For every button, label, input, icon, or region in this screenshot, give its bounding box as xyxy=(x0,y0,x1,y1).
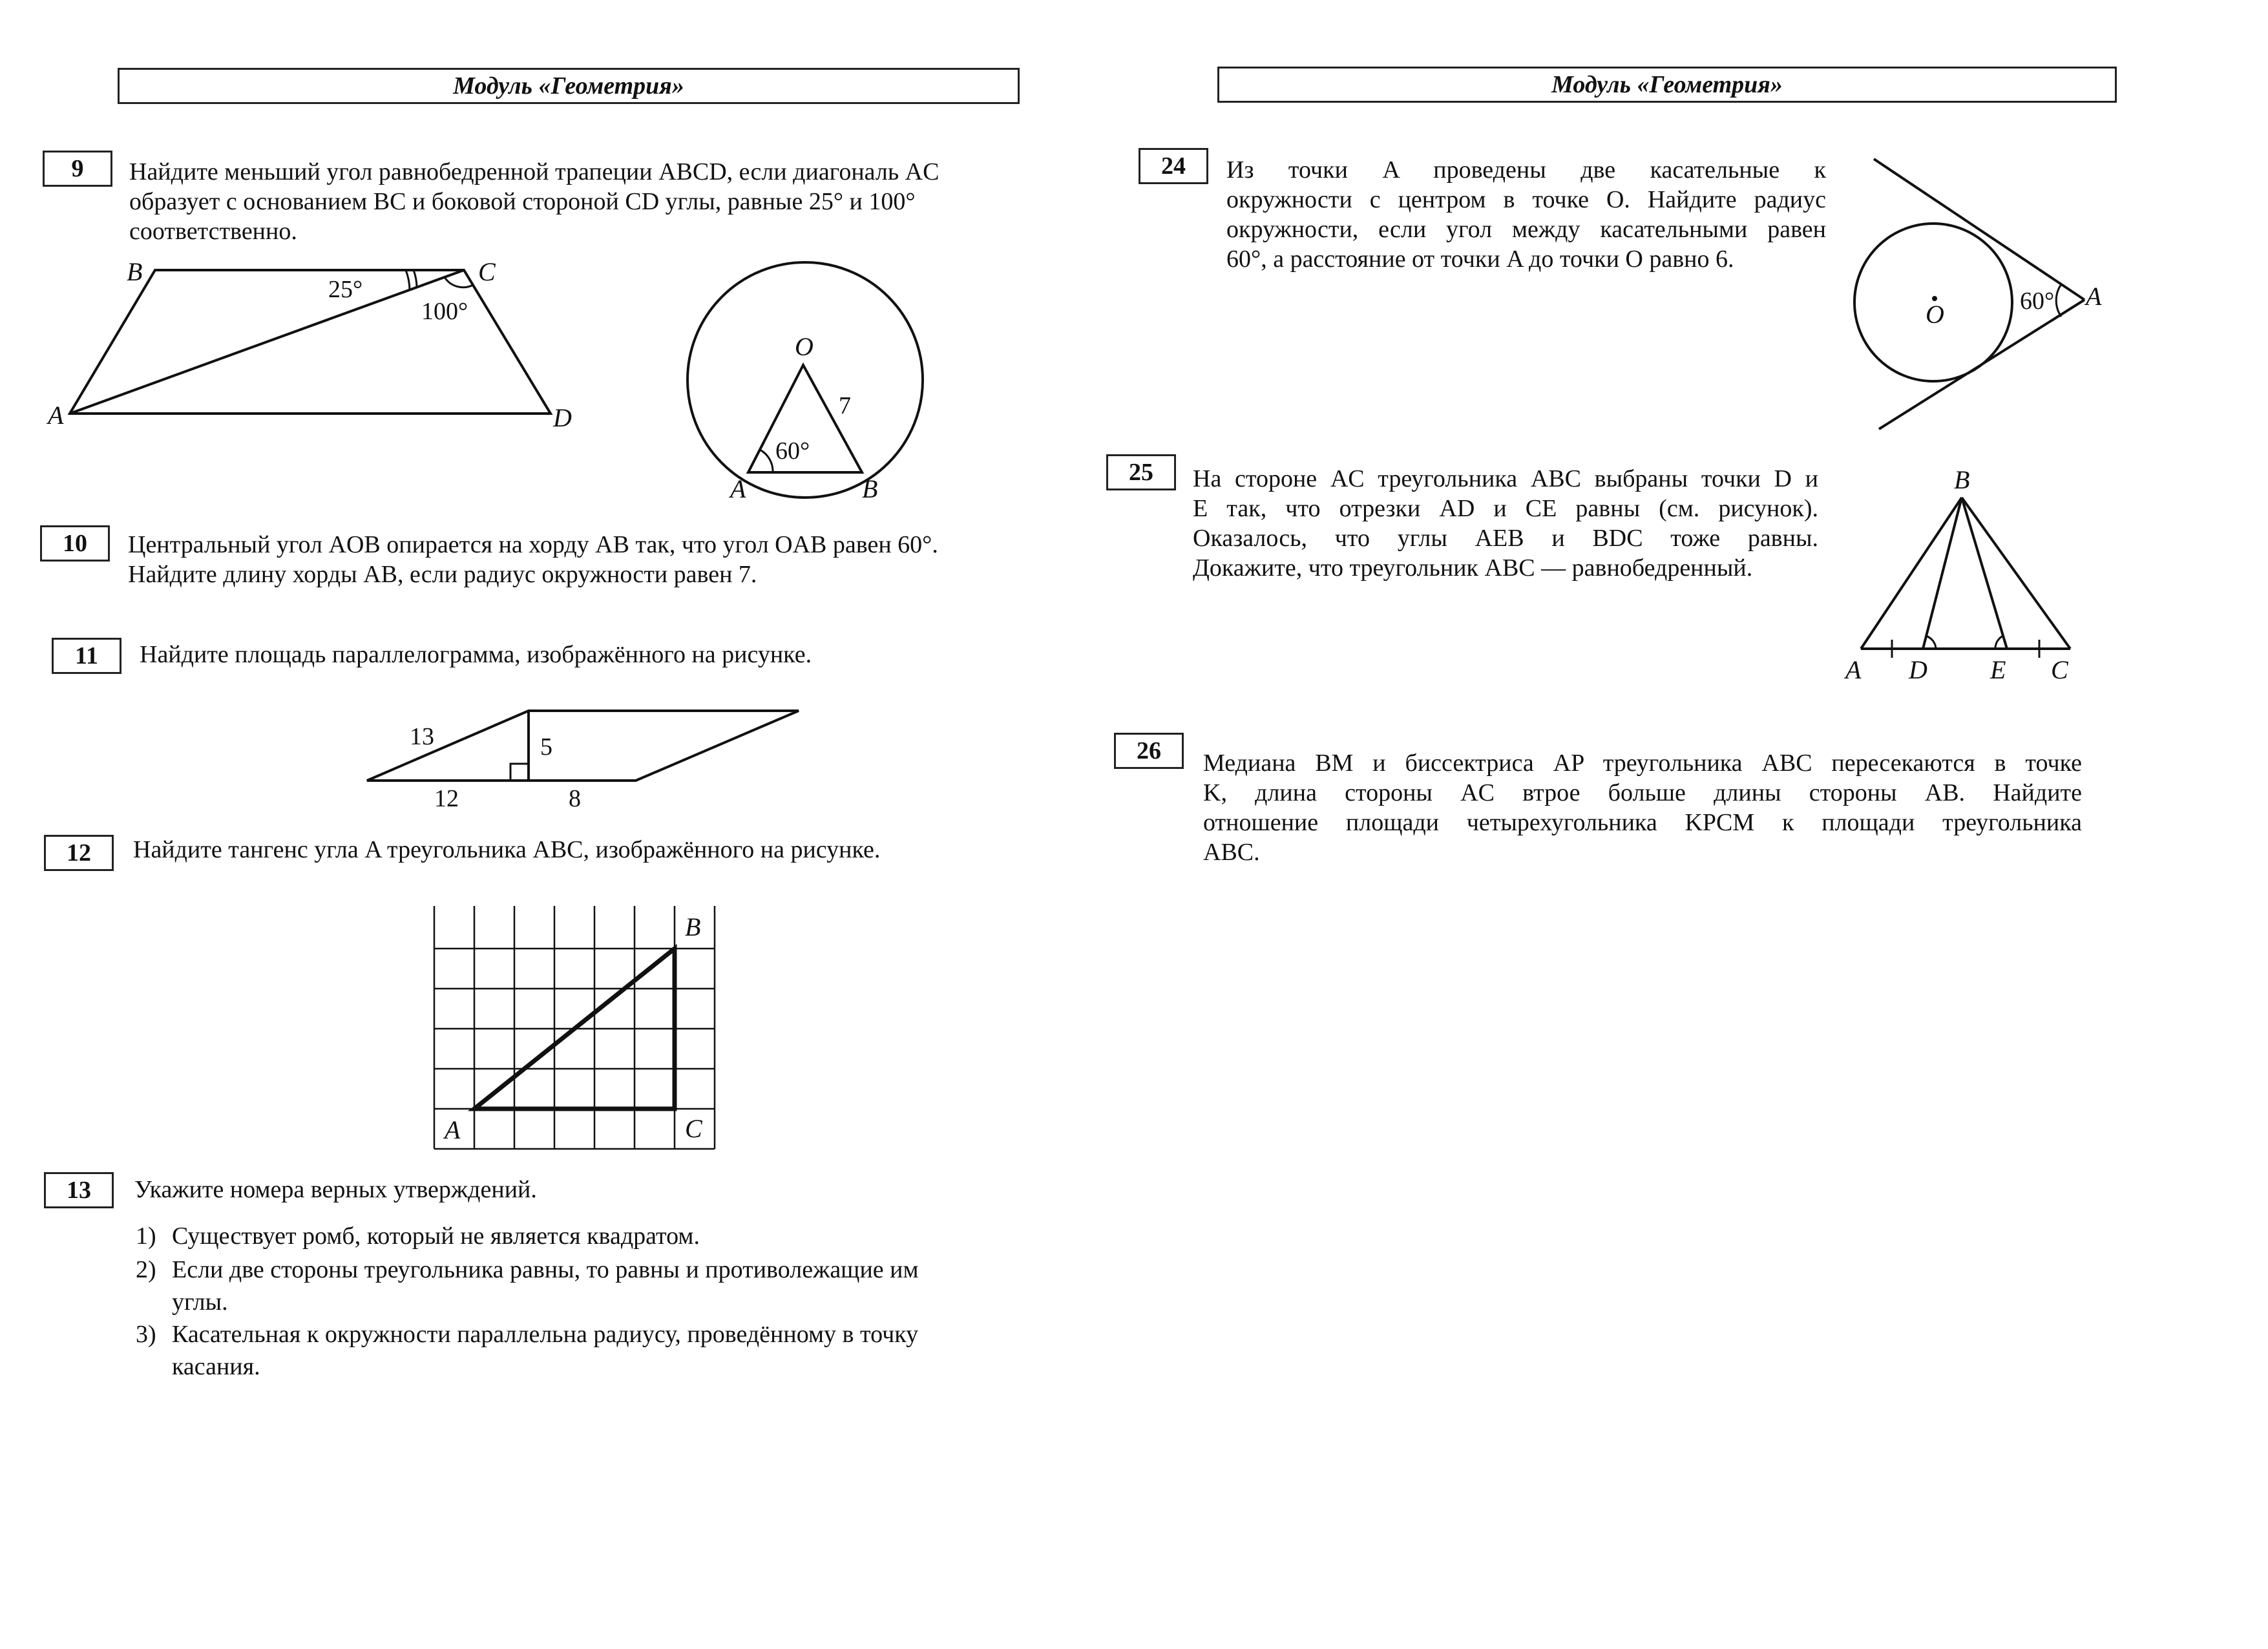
task-number-26-text: 26 xyxy=(1137,737,1161,764)
circle-label-b: B xyxy=(862,474,878,503)
task-26-text xyxy=(1203,748,2082,867)
task-26-line: ABC. xyxy=(1203,839,1260,866)
tri-label-c: C xyxy=(2051,655,2068,684)
option-line: Если две стороны треугольника равны, то равны и противолежащие им xyxy=(172,1256,919,1283)
option-number: 2) xyxy=(136,1256,156,1283)
tri-label-d: D xyxy=(1909,655,1927,684)
para-base-8: 8 xyxy=(569,785,581,812)
option-line: углы. xyxy=(172,1288,228,1316)
task-number-13-text: 13 xyxy=(67,1177,91,1204)
right-module-header-text: Модуль «Геометрия» xyxy=(1551,71,1783,98)
grid-label-a: A xyxy=(445,1115,461,1144)
task-9-line: образует с основанием BC и боковой стороной CD углы, равные 25° и 100° xyxy=(129,188,916,215)
task-24-line: Из точки A проведены две касательные к xyxy=(1226,156,1826,184)
tri-label-b: B xyxy=(1954,465,1970,494)
grid-label-b: B xyxy=(685,912,701,941)
task-26-line: K, длина стороны AC втрое больше длины стороны AB. Найдите xyxy=(1203,779,2082,806)
tangent-label-a: A xyxy=(2086,282,2102,311)
task-24-line: 60°, а расстояние от точки A до точки O равно 6. xyxy=(1226,246,1734,273)
circle-label-o: O xyxy=(795,332,814,361)
task-9-line: Найдите меньший угол равнобедренной трапеции ABCD, если диагональ AC xyxy=(129,158,940,185)
task-number-24-text: 24 xyxy=(1161,152,1186,180)
circle-side-7: 7 xyxy=(839,392,851,419)
task-number-10-text: 10 xyxy=(63,530,87,557)
segment-be xyxy=(1962,498,2007,649)
option-line: касания. xyxy=(172,1353,260,1380)
option-number: 1) xyxy=(136,1223,156,1250)
triangle-side-ab xyxy=(1861,498,1962,649)
trap-label-c: C xyxy=(478,257,496,286)
triangle-side-bc xyxy=(1962,498,2070,649)
task-number-12-text: 12 xyxy=(67,839,91,867)
task-number-11-text: 11 xyxy=(75,642,98,669)
task-24-line: окружности с центром в точке O. Найдите радиус xyxy=(1226,186,1826,213)
para-base-12: 12 xyxy=(434,785,459,812)
task-26-line: Медиана BM и биссектриса AP треугольника ABC пересекаются в точке xyxy=(1203,750,2082,777)
task-25-line: Оказалось, что углы AEB и BDC тоже равны. xyxy=(1193,525,1818,552)
task-13-line: Укажите номера верных утверждений. xyxy=(134,1176,537,1203)
task-10-line: Найдите длину хорды AB, если радиус окружности равен 7. xyxy=(128,561,757,588)
task-number-9-text: 9 xyxy=(71,155,84,182)
trap-angle-100: 100° xyxy=(421,298,468,325)
task-26-line: отношение площади четырехугольника KPCM к площади треугольника xyxy=(1203,809,2082,836)
circle-angle-60: 60° xyxy=(775,437,810,465)
task-9-line: соответственно. xyxy=(129,218,297,245)
task-12-line: Найдите тангенс угла A треугольника ABC, изображённого на рисунке. xyxy=(133,836,881,863)
left-module-header-text: Модуль «Геометрия» xyxy=(453,72,684,100)
segment-bd xyxy=(1923,498,1962,649)
angle-arc-e xyxy=(1995,636,2003,649)
task-25-line: E так, что отрезки AD и CE равны (см. рисунок). xyxy=(1193,495,1818,522)
option-text: Существует ромб, который не является квадратом. xyxy=(172,1223,700,1250)
grid-label-c: C xyxy=(685,1114,702,1143)
option-number: 3) xyxy=(136,1321,156,1348)
task-24-line: окружности, если угол между касательными равен xyxy=(1226,216,1826,243)
tangent-label-o: O xyxy=(1926,300,1944,329)
task-number-26 xyxy=(1114,733,1184,769)
trap-label-d: D xyxy=(553,403,572,432)
task-number-25-text: 25 xyxy=(1129,459,1153,486)
circle-label-a: A xyxy=(730,474,746,503)
para-height-5: 5 xyxy=(540,733,552,761)
trap-label-b: B xyxy=(127,257,143,286)
para-side-13: 13 xyxy=(410,723,434,750)
option-line: Касательная к окружности параллельна радиусу, проведённому в точку xyxy=(172,1321,919,1348)
trap-angle-25: 25° xyxy=(328,276,363,303)
task-10-line: Центральный угол AOB опирается на хорду AB так, что угол OAB равен 60°. xyxy=(128,531,938,558)
trap-label-a: A xyxy=(48,401,64,430)
tri-label-a: A xyxy=(1845,655,1862,684)
task-25-line: На стороне AC треугольника ABC выбраны точки D и xyxy=(1193,465,1818,492)
task-25-line: Докажите, что треугольник ABC — равнобедренный. xyxy=(1193,554,1753,582)
tri-label-e: E xyxy=(1990,655,2006,684)
task-11-line: Найдите площадь параллелограмма, изображённого на рисунке. xyxy=(140,641,812,668)
tangent-angle-60: 60° xyxy=(2020,288,2055,315)
